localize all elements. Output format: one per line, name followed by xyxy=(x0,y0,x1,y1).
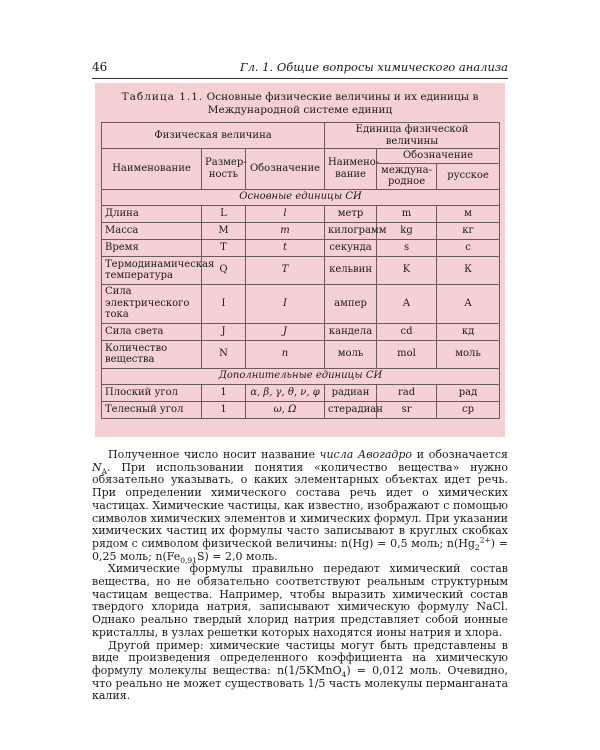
header-unit-name: Наимено-вание xyxy=(325,149,377,190)
table-row xyxy=(102,340,500,368)
cell-symbol: n xyxy=(246,340,325,368)
cell-international: K xyxy=(377,256,437,284)
equation-kmno4-sub: 4 xyxy=(341,670,347,680)
cell-dimension: J xyxy=(202,323,246,340)
cell-symbol: t xyxy=(246,239,325,256)
table-row xyxy=(102,222,500,239)
cell-name: Термодинамическая температура xyxy=(102,256,202,284)
page-number: 46 xyxy=(92,60,108,74)
table-caption-text: Основные физические величины и их единицы в Международной системе единиц xyxy=(206,91,479,116)
cell-unit: секунда xyxy=(325,239,377,256)
cell-unit: кельвин xyxy=(325,256,377,284)
cell-russian: кг xyxy=(437,222,500,239)
cell-unit: кандела xyxy=(325,323,377,340)
cell-name: Плоский угол xyxy=(102,384,202,401)
table-row xyxy=(102,256,500,284)
section-base-units: Основные единицы СИ xyxy=(102,189,500,205)
cell-international: mol xyxy=(377,340,437,368)
cell-russian: кд xyxy=(437,323,500,340)
cell-russian: м xyxy=(437,205,500,222)
cell-dimension: N xyxy=(202,340,246,368)
section-extra-units: Дополнительные единицы СИ xyxy=(102,368,500,384)
cell-unit: килограмм xyxy=(325,222,377,239)
p3-text-a: Другой пример: химические частицы могут быть представлены в виде произведения определенного коэффициента на химическую формулу молекулы вещества: xyxy=(92,638,508,677)
p3-text-b: . Очевидно, что реально не может существовать 1/5 часть молекулы перманганата калия. xyxy=(92,663,508,703)
cell-unit: ампер xyxy=(325,284,377,323)
header-rule xyxy=(92,78,508,79)
cell-international: cd xyxy=(377,323,437,340)
running-head xyxy=(92,60,508,76)
header-quantity-group: Физическая величина xyxy=(102,123,325,149)
table-row xyxy=(102,284,500,323)
paragraph-avogadro xyxy=(92,449,508,563)
cell-international: A xyxy=(377,284,437,323)
cell-symbol: I xyxy=(246,284,325,323)
cell-symbol: l xyxy=(246,205,325,222)
table-panel xyxy=(95,83,505,437)
cell-name: Время xyxy=(102,239,202,256)
cell-dimension: M xyxy=(202,222,246,239)
equation-hg2-post: ) = 0,25 моль; xyxy=(92,536,508,563)
cell-russian: К xyxy=(437,256,500,284)
p1-text-b: и обозначается xyxy=(412,448,508,461)
equation-fes-post: S) = 2,0 моль. xyxy=(196,549,278,563)
cell-name: Телесный угол xyxy=(102,401,202,418)
table-row xyxy=(102,401,500,418)
header-designation: Обозначение xyxy=(377,149,500,164)
cell-dimension: I xyxy=(202,284,246,323)
header-dimension: Размер-ность xyxy=(202,149,246,190)
equation-kmno4-pre: n(1/5KMnO xyxy=(276,663,342,677)
p1-text-a: Полученное число носит название xyxy=(108,448,320,461)
cell-symbol: ω, Ω xyxy=(246,401,325,418)
header-name: Наименование xyxy=(102,149,202,190)
cell-russian: моль xyxy=(437,340,500,368)
body-text xyxy=(92,449,508,703)
cell-international: kg xyxy=(377,222,437,239)
equation-hg: n(Hg) = 0,5 моль; xyxy=(341,536,447,550)
cell-unit: радиан xyxy=(325,384,377,401)
equation-kmno4-post: ) = 0,012 моль xyxy=(346,663,438,677)
table-row xyxy=(102,384,500,401)
chapter-title: Гл. 1. Общие вопросы химического анализа xyxy=(239,60,508,74)
table-row xyxy=(102,323,500,340)
cell-name: Количество вещества xyxy=(102,340,202,368)
cell-dimension: 1 xyxy=(202,384,246,401)
cell-name: Сила электрического тока xyxy=(102,284,202,323)
cell-dimension: 1 xyxy=(202,401,246,418)
avogadro-symbol: N xyxy=(92,460,102,474)
cell-unit: стерадиан xyxy=(325,401,377,418)
table-caption-label: Таблица 1.1. xyxy=(121,91,204,103)
cell-unit: метр xyxy=(325,205,377,222)
cell-dimension: L xyxy=(202,205,246,222)
cell-name: Длина xyxy=(102,205,202,222)
equation-hg2-sub: 2 xyxy=(474,543,480,553)
header-unit-group: Единица физической величины xyxy=(325,123,500,149)
cell-dimension: T xyxy=(202,239,246,256)
p1-text-c: . При использовании понятия «количество вещества» нужно обязательно указывать, о каких элементарных объектах идет речь. При определении химического состава речь идет о химических частицах. Химические частицы, как известно, изображают с помощью символов химических элементов и химических формул. При указании химических частиц их формулы часто записывают в круглых скобках рядом с символом физической величины: xyxy=(92,460,508,550)
cell-symbol: J xyxy=(246,323,325,340)
header-russian: русское xyxy=(437,163,500,189)
cell-unit: моль xyxy=(325,340,377,368)
header-international: междуна-родное xyxy=(377,163,437,189)
p1-term: числа Авогадро xyxy=(319,448,413,461)
cell-name: Масса xyxy=(102,222,202,239)
cell-russian: ср xyxy=(437,401,500,418)
si-units-table xyxy=(101,122,500,419)
cell-international: s xyxy=(377,239,437,256)
paragraph-example xyxy=(92,640,508,704)
equation-fes-sub: 0,91 xyxy=(180,555,197,565)
cell-dimension: Q xyxy=(202,256,246,284)
table-row xyxy=(102,239,500,256)
paragraph-formulas: Химические формулы правильно передают химический состав вещества, но не обязательно соответствуют реальным структурным частицам вещества. Например, чтобы выразить химический состав твердого хлорида натрия, записывают химическую формулу NaCl. Однако реально твердый хлорид натрия представляет собой ионные кристаллы, в узлах решетки которых находятся ионы натрия и хлора. xyxy=(92,562,508,639)
cell-name: Сила света xyxy=(102,323,202,340)
cell-international: rad xyxy=(377,384,437,401)
cell-international: m xyxy=(377,205,437,222)
equation-hg2-sup: 2+ xyxy=(479,535,491,545)
cell-russian: с xyxy=(437,239,500,256)
cell-symbol: T xyxy=(246,256,325,284)
table-caption xyxy=(105,91,495,117)
cell-symbol: m xyxy=(246,222,325,239)
cell-international: sr xyxy=(377,401,437,418)
equation-hg2-pre: n(Hg xyxy=(446,536,475,550)
avogadro-subscript: A xyxy=(101,466,108,476)
cell-russian: А xyxy=(437,284,500,323)
table-row xyxy=(102,205,500,222)
cell-symbol: α, β, γ, θ, ν, φ xyxy=(246,384,325,401)
header-symbol: Обозначение xyxy=(246,149,325,190)
equation-fes-pre: n(Fe xyxy=(155,549,181,563)
cell-russian: рад xyxy=(437,384,500,401)
